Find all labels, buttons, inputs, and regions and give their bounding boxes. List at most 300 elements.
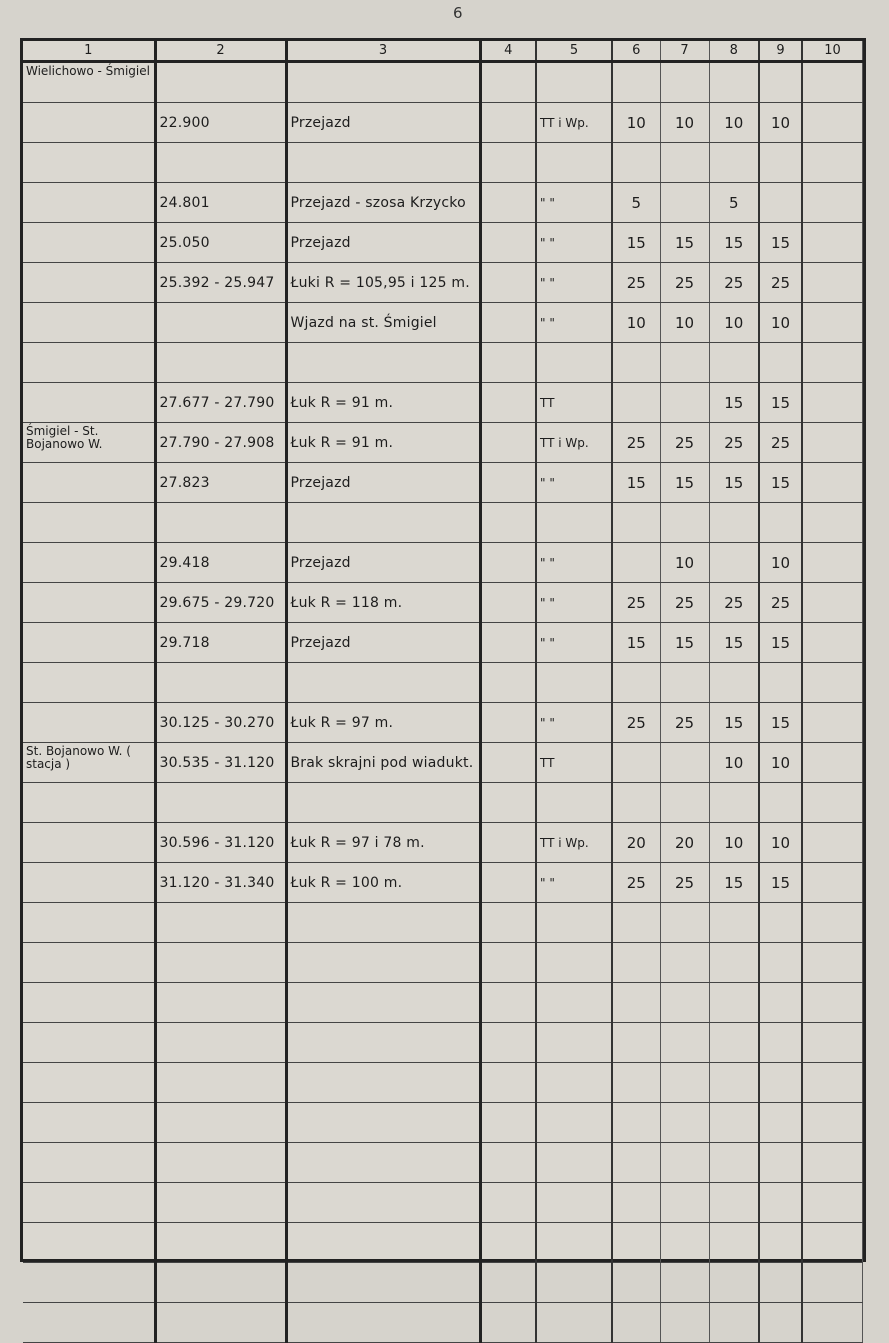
column-4-cell	[480, 543, 536, 583]
kilometre-cell: 30.596 - 31.120	[155, 823, 286, 863]
table-row	[23, 743, 863, 783]
speed-col-6-cell: 25	[612, 703, 660, 743]
speed-col-7-cell	[660, 343, 709, 383]
speed-col-8-cell: 10	[709, 103, 759, 143]
speed-col-7-cell	[660, 983, 709, 1023]
speed-col-7-cell	[660, 143, 709, 183]
kilometre-cell	[155, 343, 286, 383]
train-type-cell	[536, 343, 612, 383]
column-4-cell	[480, 903, 536, 943]
kilometre-cell	[155, 1223, 286, 1263]
speed-col-8-cell: 15	[709, 703, 759, 743]
train-type-cell: TT i Wp.	[536, 103, 612, 143]
speed-col-8-cell	[709, 143, 759, 183]
column-10-cell	[802, 1223, 863, 1263]
speed-col-8-cell	[709, 1063, 759, 1103]
table-row	[23, 303, 863, 343]
column-10-cell	[802, 1263, 863, 1303]
speed-col-7-cell: 15	[660, 623, 709, 663]
kilometre-cell	[155, 303, 286, 343]
table-row	[23, 463, 863, 503]
section-cell	[23, 983, 155, 1023]
column-10-cell	[802, 663, 863, 703]
description-cell	[286, 1023, 480, 1063]
description-cell	[286, 1223, 480, 1263]
section-cell	[23, 383, 155, 423]
kilometre-cell	[155, 983, 286, 1023]
kilometre-cell	[155, 1023, 286, 1063]
speed-col-8-cell: 10	[709, 823, 759, 863]
column-10-cell	[802, 62, 863, 103]
column-4-cell	[480, 823, 536, 863]
column-10-cell	[802, 943, 863, 983]
train-type-cell: " "	[536, 303, 612, 343]
section-cell: Śmigiel - St. Bojanowo W.	[23, 423, 155, 463]
column-header-4: 4	[480, 41, 536, 62]
speed-col-9-cell	[759, 983, 802, 1023]
speed-col-6-cell	[612, 62, 660, 103]
table-row	[23, 343, 863, 383]
section-cell	[23, 343, 155, 383]
speed-col-6-cell: 25	[612, 583, 660, 623]
speed-col-9-cell	[759, 1263, 802, 1303]
column-4-cell	[480, 423, 536, 463]
kilometre-cell	[155, 143, 286, 183]
speed-col-7-cell	[660, 1223, 709, 1263]
train-type-cell: " "	[536, 583, 612, 623]
ledger-sheet	[20, 38, 866, 1262]
column-4-cell	[480, 303, 536, 343]
speed-col-9-cell	[759, 1303, 802, 1343]
section-cell	[23, 703, 155, 743]
speed-col-8-cell	[709, 783, 759, 823]
description-cell	[286, 503, 480, 543]
speed-col-9-cell: 15	[759, 623, 802, 663]
train-type-cell	[536, 143, 612, 183]
train-type-cell	[536, 1223, 612, 1263]
speed-col-6-cell	[612, 343, 660, 383]
section-cell	[23, 1103, 155, 1143]
speed-col-8-cell: 15	[709, 383, 759, 423]
table-row	[23, 783, 863, 823]
speed-col-9-cell: 15	[759, 223, 802, 263]
column-4-cell	[480, 183, 536, 223]
train-type-cell: " "	[536, 863, 612, 903]
speed-col-6-cell	[612, 743, 660, 783]
column-header-10: 10	[802, 41, 863, 62]
speed-col-8-cell: 15	[709, 863, 759, 903]
speed-col-9-cell	[759, 62, 802, 103]
train-type-cell: " "	[536, 623, 612, 663]
section-cell	[23, 1263, 155, 1303]
speed-col-6-cell	[612, 1263, 660, 1303]
section-cell	[23, 223, 155, 263]
column-4-cell	[480, 463, 536, 503]
speed-col-7-cell: 15	[660, 463, 709, 503]
speed-col-6-cell	[612, 1143, 660, 1183]
speed-col-6-cell	[612, 663, 660, 703]
column-4-cell	[480, 103, 536, 143]
speed-col-6-cell	[612, 1023, 660, 1063]
train-type-cell: TT	[536, 383, 612, 423]
train-type-cell	[536, 983, 612, 1023]
section-cell	[23, 1023, 155, 1063]
section-cell	[23, 463, 155, 503]
kilometre-cell: 27.790 - 27.908	[155, 423, 286, 463]
speed-col-6-cell	[612, 783, 660, 823]
train-type-cell: " "	[536, 183, 612, 223]
table-row	[23, 383, 863, 423]
column-10-cell	[802, 263, 863, 303]
column-header-2: 2	[155, 41, 286, 62]
description-cell	[286, 343, 480, 383]
table-row	[23, 1263, 863, 1303]
speed-col-6-cell	[612, 383, 660, 423]
table-row	[23, 583, 863, 623]
speed-col-8-cell	[709, 1303, 759, 1343]
column-10-cell	[802, 223, 863, 263]
speed-col-7-cell	[660, 1143, 709, 1183]
table-row	[23, 1063, 863, 1103]
column-10-cell	[802, 1063, 863, 1103]
kilometre-cell	[155, 503, 286, 543]
column-4-cell	[480, 743, 536, 783]
column-4-cell	[480, 1263, 536, 1303]
train-type-cell	[536, 663, 612, 703]
speed-col-8-cell	[709, 1183, 759, 1223]
speed-col-6-cell: 15	[612, 463, 660, 503]
speed-col-9-cell	[759, 1023, 802, 1063]
speed-col-9-cell	[759, 943, 802, 983]
speed-col-7-cell: 25	[660, 263, 709, 303]
speed-col-7-cell: 25	[660, 863, 709, 903]
speed-col-6-cell	[612, 143, 660, 183]
speed-col-9-cell: 10	[759, 743, 802, 783]
speed-col-9-cell: 15	[759, 703, 802, 743]
column-10-cell	[802, 703, 863, 743]
train-type-cell: " "	[536, 543, 612, 583]
speed-col-9-cell: 15	[759, 463, 802, 503]
kilometre-cell: 29.675 - 29.720	[155, 583, 286, 623]
kilometre-cell	[155, 62, 286, 103]
section-cell	[23, 183, 155, 223]
description-cell	[286, 1143, 480, 1183]
kilometre-cell: 30.535 - 31.120	[155, 743, 286, 783]
kilometre-cell: 27.823	[155, 463, 286, 503]
column-4-cell	[480, 143, 536, 183]
speed-col-9-cell	[759, 1103, 802, 1143]
kilometre-cell: 29.718	[155, 623, 286, 663]
description-cell	[286, 1063, 480, 1103]
train-type-cell: TT	[536, 743, 612, 783]
speed-col-9-cell	[759, 903, 802, 943]
train-type-cell	[536, 503, 612, 543]
speed-col-8-cell: 15	[709, 223, 759, 263]
description-cell	[286, 903, 480, 943]
speed-col-7-cell	[660, 62, 709, 103]
speed-col-7-cell	[660, 1263, 709, 1303]
column-10-cell	[802, 543, 863, 583]
table-row	[23, 423, 863, 463]
speed-col-7-cell: 10	[660, 303, 709, 343]
column-10-cell	[802, 983, 863, 1023]
train-type-cell	[536, 1143, 612, 1183]
speed-col-9-cell	[759, 1183, 802, 1223]
speed-col-9-cell: 15	[759, 383, 802, 423]
table-row	[23, 503, 863, 543]
speed-col-7-cell: 25	[660, 703, 709, 743]
column-10-cell	[802, 183, 863, 223]
speed-col-8-cell: 15	[709, 623, 759, 663]
description-cell	[286, 1303, 480, 1343]
column-4-cell	[480, 983, 536, 1023]
table-row	[23, 1143, 863, 1183]
section-cell	[23, 263, 155, 303]
speed-col-7-cell: 15	[660, 223, 709, 263]
column-10-cell	[802, 303, 863, 343]
description-cell: Łuk R = 100 m.	[286, 863, 480, 903]
speed-col-9-cell	[759, 783, 802, 823]
kilometre-cell: 29.418	[155, 543, 286, 583]
speed-col-7-cell	[660, 383, 709, 423]
table-row	[23, 1303, 863, 1343]
kilometre-cell: 25.050	[155, 223, 286, 263]
section-cell	[23, 943, 155, 983]
kilometre-cell: 30.125 - 30.270	[155, 703, 286, 743]
table-row	[23, 1103, 863, 1143]
column-4-cell	[480, 943, 536, 983]
table-row	[23, 823, 863, 863]
speed-col-6-cell: 25	[612, 863, 660, 903]
train-type-cell: " "	[536, 223, 612, 263]
description-cell	[286, 1183, 480, 1223]
section-cell	[23, 1303, 155, 1343]
section-cell	[23, 1183, 155, 1223]
column-header-3: 3	[286, 41, 480, 62]
column-4-cell	[480, 703, 536, 743]
section-cell	[23, 543, 155, 583]
column-4-cell	[480, 263, 536, 303]
speed-col-7-cell	[660, 783, 709, 823]
speed-col-7-cell	[660, 903, 709, 943]
table-row	[23, 183, 863, 223]
table-row	[23, 663, 863, 703]
column-4-cell	[480, 343, 536, 383]
speed-col-6-cell	[612, 543, 660, 583]
speed-col-7-cell	[660, 1023, 709, 1063]
ledger-body	[23, 62, 863, 1343]
description-cell: Łuk R = 91 m.	[286, 423, 480, 463]
table-row	[23, 983, 863, 1023]
section-cell	[23, 1063, 155, 1103]
column-4-cell	[480, 1183, 536, 1223]
speed-col-8-cell	[709, 503, 759, 543]
train-type-cell: " "	[536, 463, 612, 503]
speed-col-8-cell	[709, 1103, 759, 1143]
column-10-cell	[802, 463, 863, 503]
column-4-cell	[480, 383, 536, 423]
speed-col-6-cell	[612, 503, 660, 543]
section-cell	[23, 143, 155, 183]
speed-col-6-cell	[612, 1063, 660, 1103]
table-row	[23, 703, 863, 743]
table-row	[23, 103, 863, 143]
speed-col-6-cell	[612, 1303, 660, 1343]
speed-col-8-cell	[709, 903, 759, 943]
description-cell	[286, 943, 480, 983]
table-row	[23, 543, 863, 583]
speed-col-7-cell: 25	[660, 583, 709, 623]
description-cell	[286, 62, 480, 103]
speed-col-8-cell: 25	[709, 263, 759, 303]
kilometre-cell	[155, 1143, 286, 1183]
speed-col-6-cell: 10	[612, 303, 660, 343]
speed-col-9-cell: 25	[759, 263, 802, 303]
kilometre-cell	[155, 663, 286, 703]
description-cell: Łuki R = 105,95 i 125 m.	[286, 263, 480, 303]
description-cell: Przejazd	[286, 543, 480, 583]
description-cell: Brak skrajni pod wiadukt.	[286, 743, 480, 783]
description-cell: Wjazd na st. Śmigiel	[286, 303, 480, 343]
column-10-cell	[802, 503, 863, 543]
table-row	[23, 943, 863, 983]
description-cell	[286, 1103, 480, 1143]
description-cell: Łuk R = 97 i 78 m.	[286, 823, 480, 863]
column-10-cell	[802, 783, 863, 823]
speed-col-8-cell	[709, 663, 759, 703]
column-10-cell	[802, 583, 863, 623]
kilometre-cell: 27.677 - 27.790	[155, 383, 286, 423]
column-10-cell	[802, 1303, 863, 1343]
description-cell	[286, 1263, 480, 1303]
column-10-cell	[802, 1143, 863, 1183]
description-cell: Łuk R = 91 m.	[286, 383, 480, 423]
table-row	[23, 1183, 863, 1223]
column-10-cell	[802, 623, 863, 663]
train-type-cell	[536, 1183, 612, 1223]
description-cell: Przejazd	[286, 103, 480, 143]
speed-col-7-cell: 20	[660, 823, 709, 863]
speed-col-6-cell: 5	[612, 183, 660, 223]
section-cell	[23, 623, 155, 663]
column-10-cell	[802, 383, 863, 423]
train-type-cell: TT i Wp.	[536, 823, 612, 863]
speed-col-6-cell	[612, 1103, 660, 1143]
speed-col-8-cell: 10	[709, 743, 759, 783]
kilometre-cell: 31.120 - 31.340	[155, 863, 286, 903]
table-row	[23, 62, 863, 103]
train-type-cell	[536, 783, 612, 823]
speed-col-7-cell	[660, 943, 709, 983]
section-cell	[23, 503, 155, 543]
description-cell: Przejazd - szosa Krzycko	[286, 183, 480, 223]
train-type-cell	[536, 1263, 612, 1303]
speed-col-7-cell: 25	[660, 423, 709, 463]
section-cell	[23, 1143, 155, 1183]
column-header-9: 9	[759, 41, 802, 62]
speed-col-7-cell	[660, 663, 709, 703]
section-cell	[23, 1223, 155, 1263]
kilometre-cell	[155, 903, 286, 943]
column-10-cell	[802, 823, 863, 863]
kilometre-cell	[155, 1303, 286, 1343]
kilometre-cell	[155, 1103, 286, 1143]
speed-col-6-cell: 10	[612, 103, 660, 143]
table-row	[23, 223, 863, 263]
speed-col-9-cell: 10	[759, 823, 802, 863]
column-10-cell	[802, 1103, 863, 1143]
kilometre-cell	[155, 943, 286, 983]
column-10-cell	[802, 1183, 863, 1223]
speed-col-8-cell	[709, 983, 759, 1023]
speed-col-8-cell	[709, 1023, 759, 1063]
column-header-7: 7	[660, 41, 709, 62]
description-cell: Łuk R = 118 m.	[286, 583, 480, 623]
description-cell: Przejazd	[286, 463, 480, 503]
speed-col-7-cell	[660, 1103, 709, 1143]
train-type-cell	[536, 1303, 612, 1343]
description-cell: Przejazd	[286, 623, 480, 663]
speed-col-8-cell	[709, 62, 759, 103]
train-type-cell	[536, 1063, 612, 1103]
train-type-cell: TT i Wp.	[536, 423, 612, 463]
speed-col-8-cell: 10	[709, 303, 759, 343]
ledger-table	[23, 41, 863, 1343]
column-10-cell	[802, 903, 863, 943]
speed-col-9-cell	[759, 663, 802, 703]
speed-col-9-cell: 10	[759, 543, 802, 583]
speed-col-9-cell: 10	[759, 303, 802, 343]
speed-col-7-cell	[660, 743, 709, 783]
table-row	[23, 263, 863, 303]
section-cell	[23, 103, 155, 143]
speed-col-9-cell	[759, 1143, 802, 1183]
speed-col-9-cell	[759, 1063, 802, 1103]
speed-col-8-cell	[709, 543, 759, 583]
kilometre-cell	[155, 783, 286, 823]
speed-col-8-cell	[709, 343, 759, 383]
column-10-cell	[802, 423, 863, 463]
speed-col-9-cell: 10	[759, 103, 802, 143]
speed-col-9-cell	[759, 343, 802, 383]
column-4-cell	[480, 1303, 536, 1343]
kilometre-cell	[155, 1063, 286, 1103]
column-4-cell	[480, 663, 536, 703]
speed-col-6-cell: 25	[612, 263, 660, 303]
table-row	[23, 863, 863, 903]
speed-col-9-cell	[759, 503, 802, 543]
column-4-cell	[480, 1143, 536, 1183]
section-cell	[23, 583, 155, 623]
column-4-cell	[480, 623, 536, 663]
column-4-cell	[480, 863, 536, 903]
column-header-5: 5	[536, 41, 612, 62]
column-10-cell	[802, 743, 863, 783]
column-10-cell	[802, 1023, 863, 1063]
train-type-cell	[536, 62, 612, 103]
description-cell	[286, 983, 480, 1023]
speed-col-8-cell	[709, 943, 759, 983]
column-10-cell	[802, 863, 863, 903]
table-row	[23, 143, 863, 183]
column-4-cell	[480, 503, 536, 543]
column-header-8: 8	[709, 41, 759, 62]
speed-col-7-cell: 10	[660, 103, 709, 143]
page-number: 6	[453, 4, 463, 22]
train-type-cell	[536, 1103, 612, 1143]
speed-col-8-cell: 15	[709, 463, 759, 503]
kilometre-cell: 25.392 - 25.947	[155, 263, 286, 303]
